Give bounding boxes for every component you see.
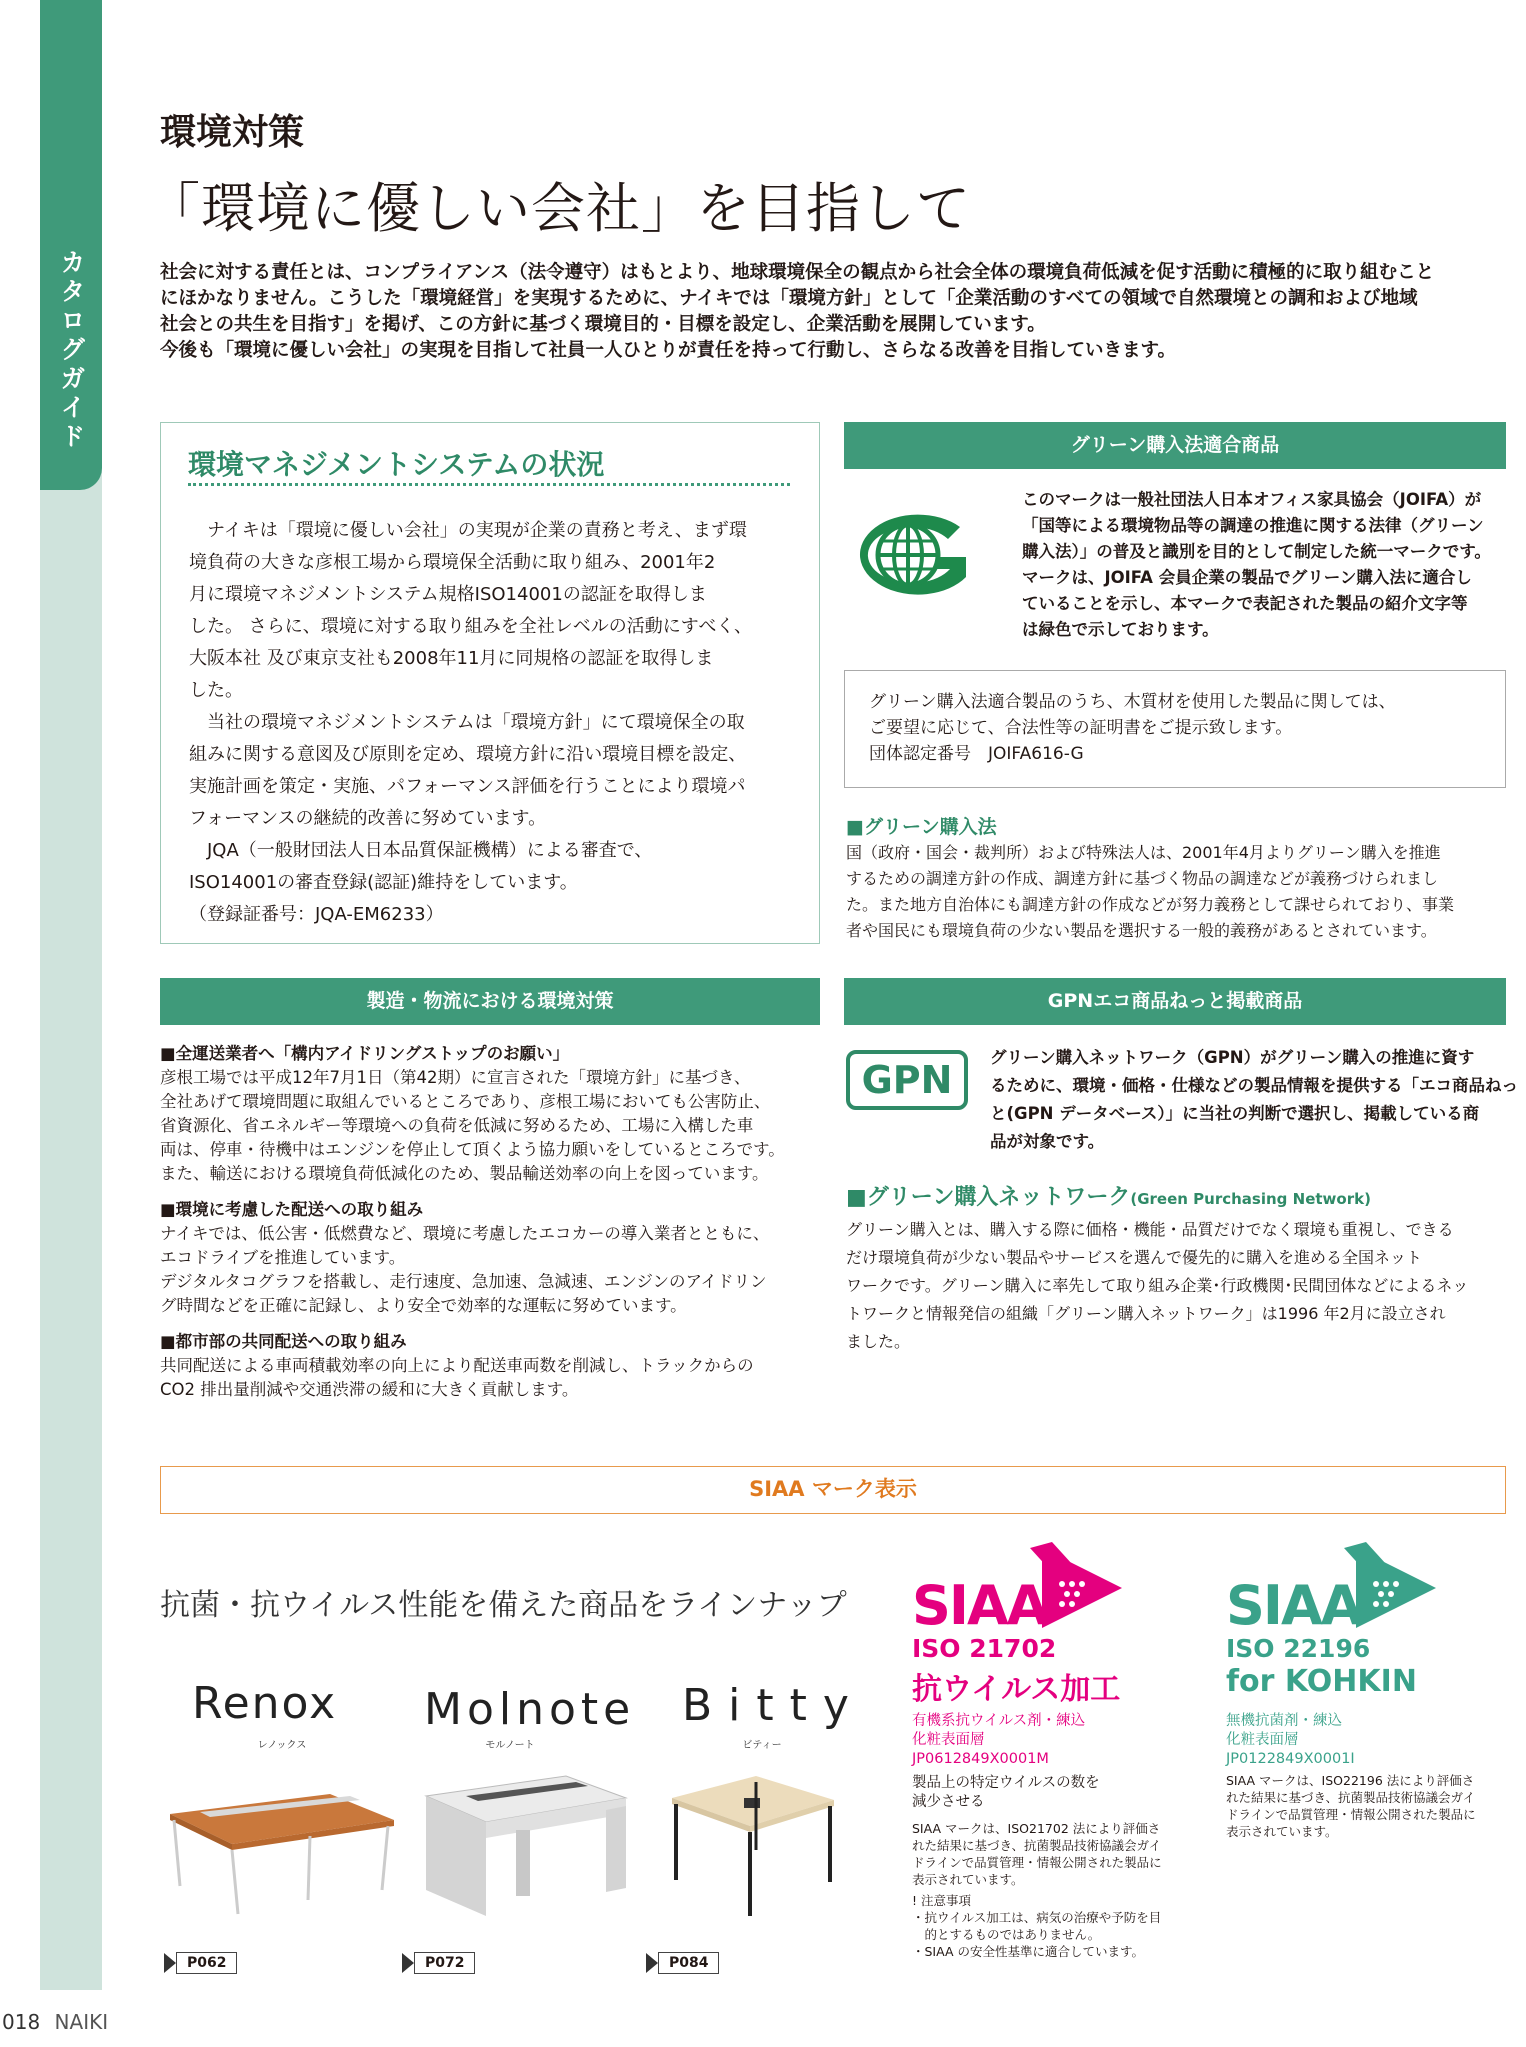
gpn-net-line: だけ環境負荷が少ない製品やサービスを選んで優先的に購入を進める全国ネット <box>846 1248 1423 1267</box>
gpn-net-line: トワークと情報発信の組織「グリーン購入ネットワーク」は1996 年2月に設立され <box>846 1304 1446 1323</box>
note-line: 表示されています。 <box>1226 1824 1338 1839</box>
green-mark-text <box>1022 487 1491 643</box>
siaa-kohkin-iso: ISO 22196 <box>1226 1634 1371 1663</box>
logistics-line: グ時間などを正確に記録し、より安全で効率的な運転に努めています。 <box>160 1296 687 1315</box>
renox-desk-image <box>160 1790 400 1924</box>
gpn-line: グリーン購入ネットワーク（GPN）がグリーン購入の推進に資す <box>990 1048 1475 1067</box>
side-tab-label: カタログガイド <box>57 248 86 452</box>
page-ref-label: P072 <box>414 1952 475 1974</box>
ems-line: 実施計画を策定・実施、パフォーマンス評価を行うことにより環境パ <box>189 776 746 797</box>
caution-heading: ! 注意事項 <box>912 1893 971 1908</box>
green-law-heading: ■グリーン購入法 <box>846 816 997 838</box>
intro-line: 今後も「環境に優しい会社」の実現を目指して社員一人ひとりが責任を持って行動し、さらなる改善を目指していきます。 <box>160 340 1177 361</box>
logistics-line: 省資源化、省エネルギー等環境への負荷を低減に努めるため、工場に入構した車 <box>160 1116 754 1135</box>
ems-title: 環境マネジメントシステムの状況 <box>188 448 605 481</box>
page-title: 「環境に優しい会社」を目指して <box>146 177 971 240</box>
siaa-bar: SIAA マーク表示 <box>160 1466 1506 1514</box>
logistics-line: CO2 排出量削減や交通渋滞の緩和に大きく貢献します。 <box>160 1380 579 1399</box>
logistics-line: 両は、停車・待機中はエンジンを停止して頂くよう協力願いをしているところです。 <box>160 1140 785 1159</box>
intro-text <box>160 260 1510 364</box>
mark-line: このマークは一般社団法人日本オフィス家具協会（JOIFA）が <box>1022 490 1482 509</box>
wood-certificate-box <box>844 670 1506 788</box>
product-name: Bitty <box>682 1680 865 1731</box>
page-ref-label: P084 <box>658 1952 719 1974</box>
siaa-virus-logo <box>912 1540 1122 1640</box>
lineup-heading: 抗菌・抗ウイルス性能を備えた商品をラインナップ <box>160 1588 847 1623</box>
gpn-net-line: ワークです。グリーン購入に率先して取り組み企業･行政機関･民間団体などによるネッ <box>846 1276 1469 1295</box>
gpn-network-heading <box>846 1180 1371 1211</box>
ems-line: フォーマンスの継続的改善に努めています。 <box>189 808 547 829</box>
siaa-virus-notes <box>912 1820 1162 1960</box>
gpn-net-line: ました。 <box>846 1332 911 1351</box>
logistics-heading: ■全運送業者へ「構内アイドリングストップのお願い」 <box>160 1044 570 1063</box>
green-purchase-bar: グリーン購入法適合商品 <box>844 422 1506 469</box>
gpn-text <box>990 1044 1518 1156</box>
dotted-divider <box>188 483 790 486</box>
bitty-desk-image <box>668 1770 838 1924</box>
gpn-logo: GPN <box>846 1050 968 1110</box>
law-line: 者や国民にも環境負荷の少ない製品を選択する一般的義務があるとされています。 <box>846 921 1437 940</box>
siaa-virus-desc <box>912 1774 1100 1812</box>
siaa-kohkin-spec <box>1226 1712 1355 1769</box>
spec-line: 有機系抗ウイルス剤・練込 <box>912 1713 1086 1729</box>
siaa-virus-spec <box>912 1712 1085 1769</box>
logistics-line: エコドライブを推進しています。 <box>160 1248 406 1267</box>
page-ref-bitty[interactable] <box>646 1952 719 1974</box>
section-heading: 環境対策 <box>160 112 305 153</box>
gpn-network-heading-en: (Green Purchasing Network) <box>1130 1190 1371 1208</box>
page-number: 018 <box>2 2010 41 2034</box>
mark-line: は緑色で示しております。 <box>1022 620 1219 639</box>
mark-line: 購入法）」の普及と識別を目的として制定した統一マークです。 <box>1022 542 1491 561</box>
product-kana: レノックス <box>257 1740 307 1751</box>
siaa-kohkin-label: for KOHKIN <box>1226 1664 1417 1699</box>
ems-box <box>160 422 820 944</box>
ems-line: 境負荷の大きな彦根工場から環境保全活動に取り組み、2001年2 <box>189 552 716 573</box>
gpn-network-heading-jp: ■グリーン購入ネットワーク <box>846 1185 1131 1210</box>
cert-line: グリーン購入法適合製品のうち、木質材を使用した製品に関しては、 <box>869 692 1396 712</box>
mark-line: ていることを示し、本マークで表記された製品の紹介文字等 <box>1022 594 1468 613</box>
note-line: れた結果に基づき、抗菌製品技術協議会ガイ <box>912 1838 1162 1853</box>
note-line: SIAA マークは、ISO21702 法により評価さ <box>912 1821 1161 1836</box>
gpn-bar: GPNエコ商品ねっと掲載商品 <box>844 978 1506 1025</box>
gpn-line: と(GPN データベース）」に当社の判断で選択し、掲載している商 <box>990 1104 1480 1123</box>
arrow-right-icon <box>402 1953 414 1973</box>
mark-line: 「国等による環境物品等の調達の推進に関する法律（グリーン <box>1022 516 1484 535</box>
gpn-line: 品が対象です。 <box>990 1132 1105 1151</box>
logistics-line: デジタルタコグラフを搭載し、走行速度、急加速、急減速、エンジンのアイドリン <box>160 1272 767 1291</box>
product-name: Molnote <box>424 1684 636 1735</box>
spec-line: 化粧表面層 <box>912 1732 985 1748</box>
siaa-virus-label: 抗ウイルス加工 <box>912 1672 1121 1707</box>
cert-line: ご要望に応じて、合法性等の証明書をご提示致します。 <box>869 718 1293 738</box>
desc-line: 製品上の特定ウイルスの数を <box>912 1775 1100 1791</box>
siaa-logo-text: SIAA <box>912 1574 1047 1637</box>
spec-line: 無機抗菌剤・練込 <box>1226 1713 1342 1729</box>
product-name: Renox <box>192 1678 338 1729</box>
logistics-line: 共同配送による車両積載効率の向上により配送車両数を削減し、トラックからの <box>160 1356 754 1375</box>
intro-line: にほかなりません。こうした「環境経営」を実現するために、ナイキでは「環境方針」として「企業活動のすべての領域で自然環境との調和および地域 <box>160 288 1418 309</box>
siaa-virus-iso: ISO 21702 <box>912 1634 1057 1663</box>
ems-line: した。 さらに、環境に対する取り組みを全社レベルの活動にすべく、 <box>189 616 752 637</box>
logistics-line: ナイキでは、低公害・低燃費など、環境に考慮したエコカーの導入業者とともに、 <box>160 1224 770 1243</box>
ems-line: ナイキは「環境に優しい会社」の実現が企業の責務と考え、まず環 <box>189 520 747 541</box>
law-line: た。また地方自治体にも調達方針の作成などが努力義務として課せられており、事業 <box>846 895 1455 914</box>
product-kana: ビティー <box>742 1740 782 1751</box>
ems-line: 当社の環境マネジメントシステムは「環境方針」にて環境保全の取 <box>189 712 745 733</box>
ems-line: 大阪本社 及び東京支社も2008年11月に同規格の認証を取得しま <box>189 648 714 669</box>
page-footer <box>2 2010 108 2034</box>
page-ref-renox[interactable] <box>164 1952 237 1974</box>
ems-body <box>189 515 809 931</box>
note-line: ドラインで品質管理・情報公開された製品に <box>912 1855 1162 1870</box>
ems-line: （登録証番号：JQA-EM6233） <box>189 904 444 925</box>
page-ref-molnote[interactable] <box>402 1952 475 1974</box>
brand-name: NAIKI <box>54 2010 109 2034</box>
ems-line: 組みに関する意図及び原則を定め、環境方針に沿い環境目標を設定、 <box>189 744 747 765</box>
intro-line: 社会に対する責任とは、コンプライアンス（法令遵守）はもとより、地球環境保全の観点から社会全体の環境負荷低減を促す活動に積極的に取り組むこと <box>160 262 1435 283</box>
green-mark-logo <box>842 505 990 605</box>
gpn-line: るために、環境・価格・仕様などの製品情報を提供する「エコ商品ねっ <box>990 1076 1518 1095</box>
logistics-line: 全社あげて環境問題に取組んでいるところであり、彦根工場においても公害防止、 <box>160 1092 771 1111</box>
spec-line: JP0612849X0001M <box>912 1751 1049 1767</box>
logistics-body <box>160 1042 830 1402</box>
logistics-heading: ■環境に考慮した配送への取り組み <box>160 1200 424 1219</box>
arrow-right-icon <box>646 1953 658 1973</box>
desc-line: 減少させる <box>912 1794 985 1810</box>
ems-line: した。 <box>189 680 243 701</box>
page-ref-label: P062 <box>176 1952 237 1974</box>
logistics-line: 彦根工場では平成12年7月1日（第42期）に宣言された「環境方針」に基づき、 <box>160 1068 751 1087</box>
caution-line: ・SIAA の安全性基準に適合しています。 <box>912 1944 1145 1959</box>
spec-line: 化粧表面層 <box>1226 1732 1299 1748</box>
molnote-desk-image <box>416 1770 636 1924</box>
caution-line: 的とするものではありません。 <box>912 1927 1101 1942</box>
mark-line: マークは、JOIFA 会員企業の製品でグリーン購入法に適合し <box>1022 568 1472 587</box>
note-line: ドラインで品質管理・情報公開された製品に <box>1226 1807 1476 1822</box>
siaa-kohkin-notes <box>1226 1772 1476 1840</box>
note-line: れた結果に基づき、抗菌製品技術協議会ガイ <box>1226 1790 1476 1805</box>
logistics-heading: ■都市部の共同配送への取り組み <box>160 1332 407 1351</box>
gpn-net-line: グリーン購入とは、購入する際に価格・機能・品質だけでなく環境も重視し、できる <box>846 1220 1454 1239</box>
intro-line: 社会との共生を目指す」を掲げ、この方針に基づく環境目的・目標を設定し、企業活動を展開しています。 <box>160 314 1046 335</box>
product-kana: モルノート <box>485 1740 535 1751</box>
arrow-right-icon <box>164 1953 176 1973</box>
spec-line: JP0122849X0001I <box>1226 1751 1355 1767</box>
logistics-line: また、輸送における環境負荷低減化のため、製品輸送効率の向上を図っています。 <box>160 1164 769 1183</box>
siaa-logo-text: SIAA <box>1226 1574 1361 1637</box>
caution-line: ・抗ウイルス加工は、病気の治療や予防を目 <box>912 1910 1162 1925</box>
ems-line: JQA（一般財団法人日本品質保証機構）による審査で、 <box>189 840 653 861</box>
ems-line: 月に環境マネジメントシステム規格ISO14001の認証を取得しま <box>189 584 707 605</box>
siaa-kohkin-logo <box>1226 1540 1436 1640</box>
ems-line: ISO14001の審査登録(認証)維持をしています。 <box>189 872 578 893</box>
cert-line: 団体認定番号 JOIFA616-G <box>869 744 1084 764</box>
law-line: 国（政府・国会・裁判所）および特殊法人は、2001年4月よりグリーン購入を推進 <box>846 843 1441 862</box>
note-line: SIAA マークは、ISO22196 法により評価さ <box>1226 1773 1475 1788</box>
logistics-bar: 製造・物流における環境対策 <box>160 978 820 1025</box>
gpn-network-text <box>846 1216 1468 1356</box>
law-line: するための調達方針の作成、調達方針に基づく物品の調達などが義務づけられまし <box>846 869 1439 888</box>
green-law-text <box>846 840 1454 944</box>
note-line: 表示されています。 <box>912 1872 1024 1887</box>
